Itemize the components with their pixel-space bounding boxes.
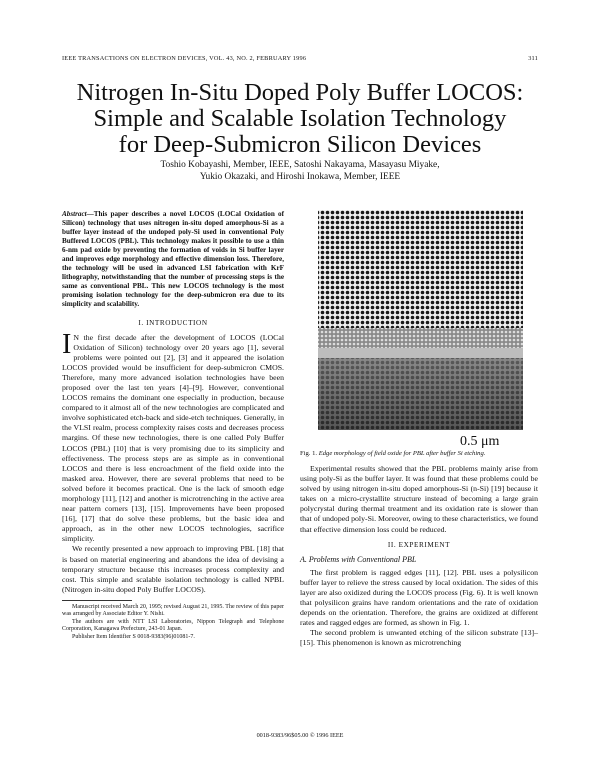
intro-paragraph-2: We recently presented a new approach to improving PBL [18] that is based on material engineering and abandons the idea of devising a temporary structure because this increases process complexity and cost. This simple and scalable isolation technology is called NPBL (Nitrogen in-situ doped Poly Buffer LOCOS). — [62, 544, 284, 594]
authors-line-2: Yukio Okazaki, and Hiroshi Inokawa, Member, IEEE — [199, 171, 401, 182]
right-column — [300, 210, 538, 648]
abstract-lead: Abstract— — [62, 210, 94, 218]
figure-caption — [300, 450, 538, 458]
title-line-1: Nitrogen In-Situ Doped Poly Buffer LOCOS: — [76, 79, 524, 106]
footnote-rule — [62, 600, 132, 601]
right-paragraph-3: The second problem is unwanted etching of the silicon substrate [13]–[15]. This phenomenon is known as microtrenching — [300, 628, 538, 648]
intro-paragraph-1-text: N the first decade after the development of LOCOS (LOCal Oxidation of Silicon) technology over 20 years ago [1], several problems were pointed out [2], [3] and it appeared the isolation LOCOS provided would be insufficient for deep-submicron CMOS. Therefore, many more advanced isolation technologies have been proposed over the last ten years [4]–[9]. However, conventional LOCOS remains the dominant one especially in production, because compared to it almost all of the new technologies are complicated and involve sophisticated etch-back and side-etch techniques. Generally, in the VLSI realm, process complexity raises costs and decreases process margins. Of these new technologies, there is one called Poly Buffer LOCOS (PBL) [10] that is very promising due to its simplicity and effectiveness. The process steps are as simple as in conventional LOCOS and there is less encroachment of the field oxide into the masked area. However, there are several problems that need to be solved before it becomes practical. One is the lack of smooth edge morphology [11], [12] and another is microtrenching in the active area near pattern corners [13], [15]. Improvements have been proposed [16], [17] that do solve these problems, but the basic idea and approach, as in the other new LOCOS technologies, sacrifice simplicity. — [62, 332, 284, 544]
page-number: 311 — [528, 55, 538, 62]
footnote-publisher-id: Publisher Item Identifier S 0018-9383(96)01081-7. — [72, 633, 195, 640]
figure-1 — [300, 210, 538, 450]
title-line-3: for Deep-Submicron Silicon Devices — [118, 131, 482, 158]
figure-caption-label: Fig. 1. — [300, 450, 318, 457]
left-column — [62, 210, 284, 641]
footnote-affiliation: The authors are with NTT LSI Laboratories, Nippon Telegraph and Telephone Corporation, Kanagawa Prefecture, 243-01 Japan. — [62, 618, 284, 633]
paper-title — [40, 80, 560, 158]
subsection-heading-a: A. Problems with Conventional PBL — [300, 554, 417, 564]
abstract-text: This paper describes a novel LOCOS (LOCal Oxidation of Silicon) technology that uses nitrogen in-situ doped amorphous-Si as a buffer layer instead of the undoped poly-Si used in conventional Poly Buffered LOCOS (PBL). This technology makes it possible to use a thin 6-nm pad oxide by preventing the formation of voids in Si buffer layer and improves edge morphology and effective dimension loss. Therefore, the technology will be used in advanced LSI fabrication with KrF lithography, notwithstanding that the number of processing steps is the same as conventional PBL. This new LOCOS technology is the most promising isolation technology for the deep-submicron era due to its simplicity and scalability. — [62, 210, 284, 309]
footnote-manuscript: Manuscript received March 20, 1995; revised August 21, 1995. The review of this paper was arranged by Associate Editor Y. Nishi. — [62, 603, 284, 618]
copyright-footer: 0018-9383/96$05.00 © 1996 IEEE — [256, 732, 344, 739]
scale-bar-label: 0.5 μm — [460, 434, 500, 449]
right-paragraph-1: Experimental results showed that the PBL problems mainly arise from using poly-Si as the buffer layer. It was found that these problems could be solved by using nitrogen in-situ doped amorphous-Si (n-Si) [19] because it takes on a micro-crystallite structure instead of becoming a large grain polycrystal during thermal treatment and its oxidation rate is slower than that of undoped poly-Si. Moreover, owing to these characteristics, we found that effective dimension loss could be reduced. — [300, 464, 538, 534]
title-line-2: Simple and Scalable Isolation Technology — [93, 105, 507, 132]
intro-paragraph-1 — [62, 328, 284, 545]
abstract — [62, 210, 284, 310]
authors-line-1: Toshio Kobayashi, Member, IEEE, Satoshi Nakayama, Masayasu Miyake, — [160, 160, 440, 170]
figure-caption-text: Edge morphology of field oxide for PBL after buffer Si etching. — [318, 450, 486, 457]
sem-micrograph — [300, 210, 538, 450]
drop-cap: I — [62, 328, 72, 360]
journal-citation: IEEE TRANSACTIONS ON ELECTRON DEVICES, VOL. 43, NO. 2, FEBRUARY 1996 — [62, 55, 307, 62]
running-header — [62, 55, 538, 67]
author-list — [60, 160, 540, 183]
section-heading-experiment: II. EXPERIMENT — [387, 540, 451, 549]
section-heading-introduction: I. INTRODUCTION — [138, 318, 208, 327]
right-paragraph-2: The first problem is ragged edges [11], [12]. PBL uses a polysilicon buffer layer to relieve the stress caused by local oxidation. The sides of this layer are also oxidized during the LOCOS process (Fig. 6). It is well known that polysilicon grains have random orientations and the rate of oxidation depends on the orientation. Therefore, the grains are oxidized at different rates and ragged edges are formed, as shown in Fig. 1. — [300, 567, 538, 628]
